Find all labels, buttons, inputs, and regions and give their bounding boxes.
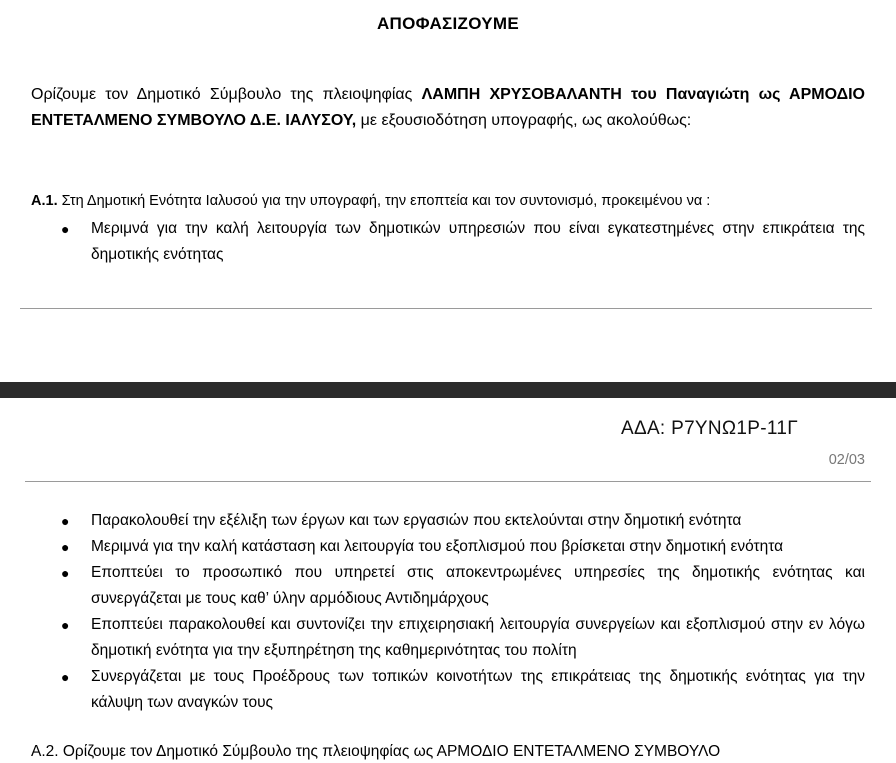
cut-off-line: Α.2. Ορίζουμε τον Δημοτικό Σύμβουλο της πλειοψηφίας ως ΑΡΜΟΔΙΟ ΕΝΤΕΤΑΛΜΕΝΟ ΣΥΜΒΟΥΛΟ [31, 743, 721, 760]
appointee-name: ΛΑΜΠΗ ΧΡΥΣΟΒΑΛΑΝΤΗ του Παναγιώτη ως ΑΡΜΟΔΙΟ ΕΝΤΕΤΑΛΜΕΝΟ ΣΥΜΒΟΥΛΟ Δ.Ε. ΙΑΛΥΣΟΥ, [31, 86, 865, 129]
list-item [31, 560, 865, 612]
list-item-text: Εποπτεύει το προσωπικό που υπηρετεί στις αποκεντρωμένες υπηρεσίες της δημοτικής ενότητας και συνεργάζεται με τους καθ’ ύλην αρμόδιους Αντιδημάρχους [91, 564, 865, 607]
list-item-text: Παρακολουθεί την εξέλιξη των έργων και των εργασιών που εκτελούνται στην δημοτική ενότητα [91, 512, 742, 529]
bullet-icon: ● [61, 669, 70, 685]
bullet-list-page-1 [31, 216, 865, 268]
page-bottom-rule [20, 308, 872, 309]
section-a1 [31, 190, 865, 212]
bullet-icon: ● [61, 565, 70, 581]
bullet-icon: ● [61, 617, 70, 633]
section-a1-text: Στη Δημοτική Ενότητα Ιαλυσού για την υπογραφή, την εποπτεία και τον συντονισμό, προκειμένου να : [57, 193, 711, 209]
list-item-text: Μεριμνά για την καλή κατάσταση και λειτουργία του εξοπλισμού που βρίσκεται στην δημοτική ενότητα [91, 538, 784, 555]
intro-paragraph [31, 82, 865, 134]
list-item [31, 612, 865, 664]
intro-text-end: με εξουσιοδότηση υπογραφής, ως ακολούθως: [356, 112, 692, 129]
bullet-icon: ● [61, 221, 70, 237]
list-item [31, 508, 865, 534]
page-number: 02/03 [828, 452, 865, 468]
bullet-icon: ● [61, 539, 70, 555]
decision-heading: ΑΠΟΦΑΣΙΖΟΥΜΕ [376, 14, 520, 33]
list-item-text: Συνεργάζεται με τους Προέδρους των τοπικών κοινοτήτων της επικράτειας της δημοτικής ενότητας για την κάλυψη των αναγκών τους [91, 668, 865, 711]
bullet-list-page-2 [31, 508, 865, 716]
list-item [31, 534, 865, 560]
list-item [31, 216, 865, 268]
list-item-text: Μεριμνά για την καλή λειτουργία των δημοτικών υπηρεσιών που είναι εγκατεστημένες στην επικράτεια της δημοτικής ενότητας [91, 220, 865, 263]
list-item-text: Εποπτεύει παρακολουθεί και συντονίζει την επιχειρησιακή λειτουργία συνεργείων και εξοπλισμού στην εν λόγω δημοτική ενότητα για την εξυπηρέτηση της καθημερινότητας του πολίτη [91, 616, 865, 659]
page-separator [0, 382, 896, 398]
intro-text-start: Ορίζουμε τον Δημοτικό Σύμβουλο της πλειοψηφίας [31, 86, 422, 103]
section-a1-label: Α.1. [31, 193, 58, 209]
ada-code: ΑΔΑ: Ρ7ΥΝΩ1Ρ-11Γ [621, 418, 798, 439]
page-header-rule [25, 481, 871, 482]
bullet-icon: ● [61, 513, 70, 529]
list-item [31, 664, 865, 716]
